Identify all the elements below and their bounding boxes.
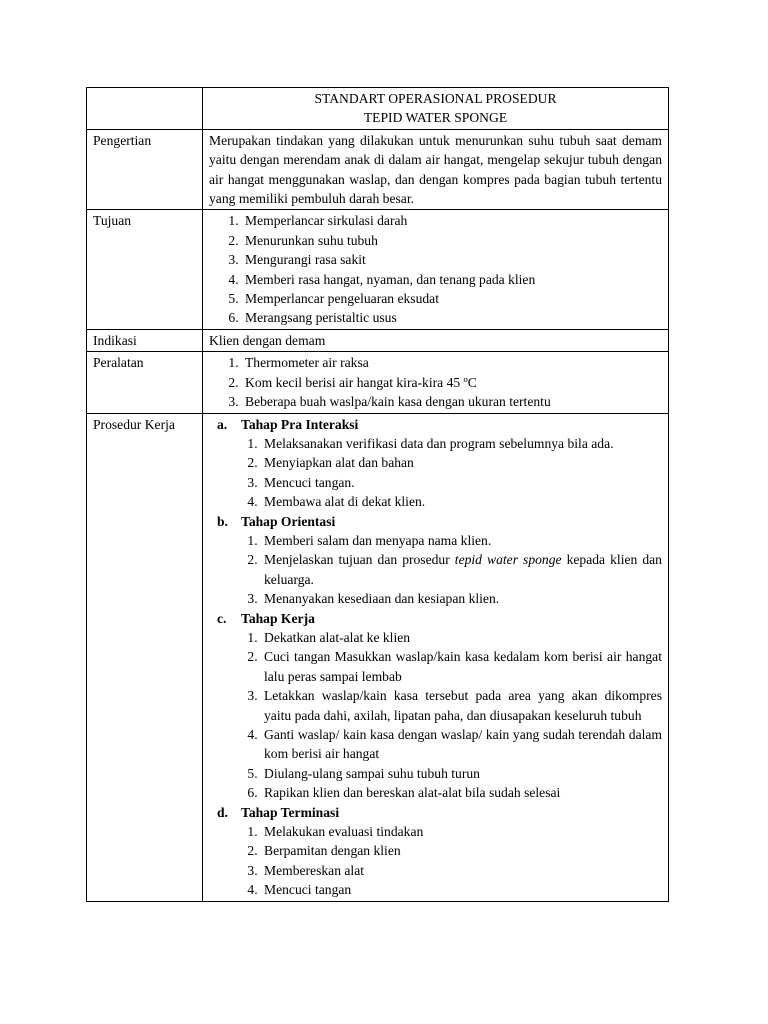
tujuan-list	[209, 211, 662, 327]
italic-term: tepid water sponge	[454, 552, 562, 568]
section-heading-kerja	[209, 609, 662, 628]
step-item: 1. Memberi salam dan menyapa nama klien.	[261, 531, 662, 550]
tujuan-item: 1. Memperlancar sirkulasi darah	[242, 211, 662, 230]
section-letter: d.	[217, 804, 228, 820]
tujuan-item: 5. Memperlancar pengeluaran eksudat	[242, 289, 662, 308]
tujuan-item: 6. Merangsang peristaltic usus	[242, 308, 662, 327]
peralatan-row	[87, 352, 669, 413]
step-item: 2. Menyiapkan alat dan bahan	[261, 453, 662, 472]
step-item: 5. Diulang-ulang sampai suhu tubuh turun	[261, 764, 662, 783]
tujuan-item: 4. Memberi rasa hangat, nyaman, dan tenang pada klien	[242, 270, 662, 289]
orientasi-steps	[209, 531, 662, 609]
peralatan-item: 3. Beberapa buah waslpa/kain kasa dengan ukuran tertentu	[242, 392, 662, 411]
pra-interaksi-steps	[209, 434, 662, 512]
pengertian-label: Pengertian	[87, 129, 203, 210]
prosedur-row	[87, 413, 669, 901]
pengertian-row	[87, 129, 669, 210]
terminasi-steps	[209, 822, 662, 900]
indikasi-text: Klien dengan demam	[203, 329, 669, 351]
sop-title: STANDART OPERASIONAL PROSEDUR	[314, 91, 557, 106]
section-heading-pra-interaksi	[209, 415, 662, 434]
sop-table	[86, 87, 669, 902]
step-item: 6. Rapikan klien dan bereskan alat-alat bila sudah selesai	[261, 783, 662, 802]
header-empty-cell	[87, 88, 203, 130]
indikasi-row	[87, 329, 669, 351]
step-item-tepid: 2. Menjelaskan tujuan dan prosedur tepid water sponge kepada klien dan keluarga.	[261, 550, 662, 589]
step-item: 3. Mencuci tangan.	[261, 473, 662, 492]
step-item: 3. Menanyakan kesediaan dan kesiapan klien.	[261, 589, 662, 608]
section-heading-terminasi	[209, 803, 662, 822]
peralatan-cell	[203, 352, 669, 413]
kerja-steps	[209, 628, 662, 803]
section-heading-orientasi	[209, 512, 662, 531]
header-row	[87, 88, 669, 130]
step-item: 1. Melaksanakan verifikasi data dan program sebelumnya bila ada.	[261, 434, 662, 453]
section-title: Tahap Orientasi	[241, 513, 336, 529]
header-title-cell	[203, 88, 669, 130]
peralatan-item: 2. Kom kecil berisi air hangat kira-kira 45 ºC	[242, 373, 662, 392]
section-letter: b.	[217, 513, 228, 529]
section-letter: c.	[217, 610, 227, 626]
tujuan-row	[87, 210, 669, 329]
step-item: 4. Membawa alat di dekat klien.	[261, 492, 662, 511]
tujuan-item: 2. Menurunkan suhu tubuh	[242, 231, 662, 250]
tujuan-label: Tujuan	[87, 210, 203, 329]
indikasi-label: Indikasi	[87, 329, 203, 351]
peralatan-list	[209, 353, 662, 411]
step-item: 4. Ganti waslap/ kain kasa dengan waslap/ kain yang sudah terendah dalam kom berisi air hangat	[261, 725, 662, 764]
sop-subtitle: TEPID WATER SPONGE	[363, 110, 508, 126]
peralatan-label: Peralatan	[87, 352, 203, 413]
step-item: 4. Mencuci tangan	[261, 880, 662, 899]
step-item: 2. Berpamitan dengan klien	[261, 841, 662, 860]
tujuan-cell	[203, 210, 669, 329]
step-item: 1. Dekatkan alat-alat ke klien	[261, 628, 662, 647]
prosedur-label: Prosedur Kerja	[87, 413, 203, 901]
section-title: Tahap Terminasi	[241, 804, 340, 820]
step-item: 3. Letakkan waslap/kain kasa tersebut pada area yang akan dikompres yaitu pada dahi, axilah, lipatan paha, dan diusapakan keseluruh tubuh	[261, 686, 662, 725]
section-letter: a.	[217, 416, 228, 432]
step-item: 2. Cuci tangan Masukkan waslap/kain kasa kedalam kom berisi air hangat lalu peras sampai lembab	[261, 647, 662, 686]
section-title: Tahap Kerja	[241, 610, 315, 626]
pengertian-text: Merupakan tindakan yang dilakukan untuk menurunkan suhu tubuh saat demam yaitu dengan merendam anak di dalam air hangat, mengelap sekujur tubuh dengan air hangat menggunakan waslap, dan dengan kompres pada bagian tubuh tertentu yang memiliki pembuluh darah besar.	[203, 129, 669, 210]
section-title: Tahap Pra Interaksi	[241, 416, 359, 432]
step-item: 3. Membereskan alat	[261, 861, 662, 880]
tujuan-item: 3. Mengurangi rasa sakit	[242, 250, 662, 269]
prosedur-cell	[203, 413, 669, 901]
peralatan-item: 1. Thermometer air raksa	[242, 353, 662, 372]
step-item: 1. Melakukan evaluasi tindakan	[261, 822, 662, 841]
